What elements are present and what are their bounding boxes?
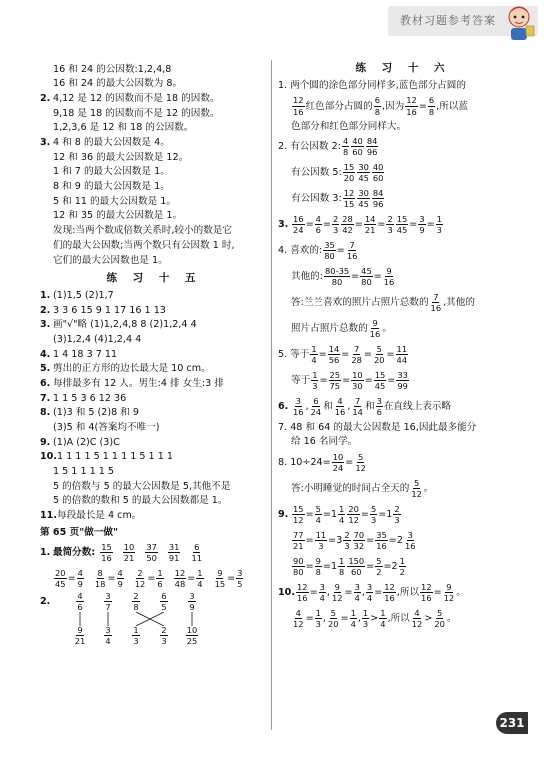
p65-q1-row: 1. 最简分数: $\frac{15}{16}$ $\frac{10}{21}$ $\frac{37}{50}$ $\frac{31}{91}$ $\frac{6}{11}$ (40, 542, 203, 564)
fraction: $\frac{9}{12}$ (331, 581, 343, 603)
text: = (388, 534, 397, 546)
r4-answer-2 (278, 316, 528, 342)
fraction: $\frac{25}{75}$ (329, 370, 341, 392)
fraction: $\frac{5}{2}$ (376, 555, 382, 577)
text-line: 4 和 8 的最大公因数是 4。 (53, 137, 170, 149)
r1-line-end: 色部分和红色部分同样大。 (291, 120, 407, 132)
fraction: 40 60 (372, 162, 384, 184)
fraction: $\frac{9}{8}$ (315, 555, 321, 577)
text: 1 1 1 1 5 1 1 1 1 5 1 1 1 (57, 451, 173, 463)
text: 9. (278, 508, 289, 520)
text: = (374, 586, 383, 598)
text: = (433, 586, 442, 598)
fraction: $\frac{10}{24}$ (332, 451, 344, 473)
fraction: 84 96 (366, 136, 378, 158)
fraction: $\frac{16}{24}$ (293, 214, 304, 236)
text: 有公因数 5: (291, 167, 342, 179)
fraction: $\frac{14}{56}$ (328, 344, 340, 366)
text: = (318, 349, 327, 361)
exercise-line (40, 303, 268, 318)
text: , (326, 586, 330, 598)
fraction: 4 12 (411, 607, 423, 629)
fraction: 2 3 (161, 624, 167, 647)
text: (1)3 和 5 (2)8 和 9 (53, 407, 140, 419)
text: 照片占照片总数的 (291, 323, 368, 335)
text: (1)1,5 (2)1,7 (53, 289, 114, 301)
r1-fraction-line (278, 93, 528, 119)
text: 5. (40, 363, 51, 375)
text: = (366, 560, 375, 572)
r6-row (278, 394, 528, 420)
text: , (361, 586, 365, 598)
text: 和 (364, 401, 375, 413)
exercise-line (40, 347, 268, 362)
fraction: 3 4 (105, 624, 111, 647)
text: 6. (278, 401, 289, 413)
text: 1 (330, 560, 338, 572)
r8-answer (278, 475, 528, 501)
text: = (227, 573, 236, 585)
fraction: 5 12 (411, 477, 422, 499)
fraction: 12 16 (293, 95, 304, 117)
q-number: 2. (40, 92, 51, 104)
text: 11. (40, 510, 57, 522)
text: 8. (40, 407, 51, 419)
text: 2 (391, 560, 398, 572)
fraction: $\frac{5}{4}$ (315, 503, 321, 525)
column-divider (271, 60, 272, 730)
text: 。 (456, 586, 466, 598)
fraction: 10 25 (186, 624, 198, 647)
text-line: 12 和 35 的最大公因数是 1。 (53, 210, 183, 222)
fraction: 1 8 (339, 555, 345, 577)
fraction: $\frac{28}{42}$ (342, 214, 353, 236)
fraction: $\frac{4}{9}$ (117, 568, 123, 590)
fraction: $\frac{20}{45}$ (55, 568, 66, 590)
text: , (305, 401, 309, 413)
fraction: $\frac{15}{45}$ (374, 370, 386, 392)
p65-q2: 2. 4 6 3 7 2 8 6 5 3 9 9 21 3 4 1 3 2 3 10 25 (40, 592, 268, 646)
exercise-line (40, 420, 268, 435)
fraction: 6 8 (374, 95, 380, 117)
fraction: $\frac{1}{4}$ (197, 568, 203, 590)
fraction: 2 3 (344, 529, 350, 551)
fraction: 4 6 (77, 590, 83, 613)
r4-row-a (278, 238, 528, 264)
fraction: 7 16 (430, 292, 442, 314)
text: = (322, 508, 331, 520)
text: = (342, 375, 351, 387)
fraction: $\frac{4}{6}$ (315, 214, 321, 236)
fraction: $\frac{15}{12}$ (293, 503, 304, 525)
fraction: $\frac{1}{4}$ (350, 607, 356, 629)
fraction: $\frac{77}{21}$ (293, 529, 304, 551)
mascot-icon (502, 2, 536, 42)
exercise-line (40, 332, 268, 347)
text: ,所以 (387, 612, 410, 624)
text: 1 (386, 508, 393, 520)
text: (3)1,2,4 (4)1,2,4 4 (53, 333, 142, 345)
fraction: $\frac{9}{16}$ (383, 266, 395, 288)
fraction: $\frac{11}{3}$ (315, 529, 327, 551)
fraction: 1 2 (399, 555, 405, 577)
text-line: 12 和 36 的最大公因数是 12。 (53, 151, 189, 163)
fraction: $\frac{35}{80}$ (324, 240, 335, 262)
fraction: $\frac{10}{30}$ (352, 370, 363, 392)
text-line: 发现:当两个数成倍数关系时,较小的数是它 (53, 225, 232, 237)
fraction: $\frac{37}{50}$ (146, 542, 157, 564)
fraction: $\frac{12}{16}$ (421, 581, 432, 603)
text: 4. (40, 348, 51, 360)
text: = (354, 219, 363, 231)
text-line: 4,12 是 12 的因数而不是 18 的因数。 (53, 92, 220, 104)
text: 在直线上表示略 (383, 401, 451, 413)
text: = (360, 508, 369, 520)
fraction: $\frac{3}{9}$ (419, 214, 425, 236)
text: = (345, 456, 354, 468)
text: = (378, 508, 387, 520)
text: = (377, 219, 386, 231)
fraction: $\frac{1}{3}$ (436, 214, 442, 236)
fraction: $\frac{14}{21}$ (364, 214, 376, 236)
text: , (322, 612, 326, 624)
text: (1)A (2)C (3)C (53, 436, 120, 448)
r8-row (278, 449, 528, 475)
text: = (364, 375, 373, 387)
fraction: 2 3 (394, 503, 400, 525)
fraction: $\frac{2}{3}$ (332, 214, 339, 236)
page-number: 231 (496, 712, 528, 734)
fraction: 3 9 (189, 590, 195, 613)
text: 7. (40, 392, 51, 404)
text: 6. (40, 377, 51, 389)
fraction: 12 15 (343, 188, 355, 210)
text: 等于 (291, 375, 311, 387)
p65-title: 第 65 页"做一做" (40, 526, 118, 538)
fraction: 4 8 (342, 136, 349, 158)
matching-lines (66, 612, 206, 626)
text: = (366, 534, 375, 546)
fraction: $\frac{150}{60}$ (348, 555, 365, 577)
text: = (107, 573, 116, 585)
exercise-line (40, 494, 268, 509)
fraction: $\frac{3}{4}$ (354, 581, 360, 603)
text: = (373, 271, 382, 283)
r1-line: 1. 两个圆的涂色部分同样多,蓝色部分占圆的 (278, 80, 466, 92)
text: 5 的倍数与 5 的最大公因数是 5,其他不是 (53, 480, 231, 492)
fraction: $\frac{70}{32}$ (353, 529, 365, 551)
q3-line (40, 135, 268, 150)
text-line: 它们的最大公因数也是 1。 (53, 254, 168, 266)
fraction: 84 96 (372, 188, 384, 210)
text: = (418, 100, 427, 112)
fraction: $\frac{1}{3}$ (312, 370, 318, 392)
text: = (344, 586, 353, 598)
fraction: $\frac{1}{3}$ (315, 607, 321, 629)
r4-row-b (278, 264, 528, 290)
fraction: 9 21 (74, 624, 86, 647)
fraction: $\frac{2}{3}$ (387, 214, 393, 236)
text: 1 (330, 508, 338, 520)
text: = (305, 560, 314, 572)
fraction: $\frac{90}{80}$ (293, 555, 304, 577)
fraction: 6 5 (161, 590, 167, 613)
text: 剪出的正方形的边长最大是 10 cm。 (53, 363, 211, 375)
exercise-line (40, 509, 268, 524)
text-line: 16 和 24 的最大公因数为 8。 (53, 78, 183, 90)
text: 。 (423, 482, 434, 494)
exercise-line (40, 376, 268, 391)
fraction: $\frac{6}{11}$ (191, 542, 203, 564)
text: = (322, 560, 331, 572)
fraction: $\frac{6}{8}$ (428, 95, 435, 117)
text: 4. 喜欢的: (278, 245, 323, 257)
text: = (187, 573, 196, 585)
text: 1 5 1 1 1 1 5 (53, 466, 115, 478)
text: = (319, 375, 328, 387)
fraction: $\frac{5}{3}$ (370, 503, 377, 525)
text: 1 4 18 3 7 11 (53, 348, 118, 360)
text: 5 的倍数的数和 5 的最大公因数都是 1。 (53, 495, 228, 507)
text: 。 (446, 612, 457, 624)
text: = (147, 573, 156, 585)
fraction: $\frac{9}{12}$ (443, 581, 455, 603)
text: , (357, 612, 361, 624)
exercise-line (40, 391, 268, 406)
text: , (347, 401, 351, 413)
text: > (370, 612, 379, 624)
r2-row-a (278, 134, 528, 160)
text: = (409, 219, 418, 231)
fraction: $\frac{2}{12}$ (134, 568, 146, 590)
text: 3. (40, 319, 51, 331)
fraction: 7 14 (352, 396, 363, 418)
text: 。 (382, 323, 392, 335)
text-line: 1,2,3,6 是 12 和 18 的公因数。 (53, 122, 194, 134)
text: 画"√"略 (1)1,2,4,8 8 (2)1,2,4 4 (53, 319, 197, 331)
fraction: $\frac{3}{5}$ (237, 568, 243, 590)
fraction: 3 7 (105, 590, 111, 613)
fraction: 15 20 (343, 162, 355, 184)
text-line: 们的最大公因数;当两个数只有公因数 1 时, (53, 239, 235, 251)
text: = (336, 245, 345, 257)
q2-line (40, 91, 268, 106)
text: 10. (40, 451, 57, 463)
page-header (0, 0, 544, 48)
fraction: $\frac{3}{4}$ (366, 581, 373, 603)
r4-answer-1 (278, 290, 528, 316)
fraction: $\frac{12}{16}$ (406, 95, 417, 117)
fraction: 4 16 (334, 396, 346, 418)
fraction: 1 4 (339, 503, 345, 525)
fraction: $\frac{1}{6}$ (157, 568, 163, 590)
text: = (387, 375, 396, 387)
fraction: 1 3 (133, 624, 139, 647)
fraction: $\frac{12}{48}$ (174, 568, 186, 590)
text-line: 1 和 7 的最大公因数是 1。 (53, 166, 170, 178)
r10-row-a (278, 579, 528, 605)
text: 3. (278, 219, 289, 231)
fraction: 3 16 (404, 529, 416, 551)
fraction: $\frac{9}{15}$ (214, 568, 226, 590)
text: 其他的: (291, 271, 324, 283)
text: ,所以蓝 (436, 100, 468, 112)
fraction: $\frac{15}{45}$ (396, 214, 408, 236)
text: = (363, 349, 372, 361)
text: 答:小明睡觉的时间占全天的 (291, 482, 410, 494)
fraction: 9 16 (369, 318, 381, 340)
text: = (309, 586, 318, 598)
text: 8. 10÷24= (278, 456, 331, 468)
r2-row-b (278, 160, 528, 186)
text: > (424, 612, 433, 624)
text: (3)5 和 4(答案均不唯一) (53, 422, 160, 433)
fraction: 3 16 (293, 396, 304, 418)
fraction: $\frac{8}{18}$ (94, 568, 106, 590)
fraction: 3 6 (376, 396, 382, 418)
fraction: $\frac{20}{12}$ (348, 503, 359, 525)
text: 和 (323, 401, 333, 413)
fraction: $\frac{1}{4}$ (311, 344, 317, 366)
text: = (383, 560, 392, 572)
exercise-line (40, 362, 268, 377)
fraction: 30 45 (358, 162, 369, 184)
text: 红色部分占圆的 (305, 100, 373, 112)
text: = (305, 534, 314, 546)
fraction: $\frac{10}{21}$ (123, 542, 135, 564)
text: = (67, 573, 76, 585)
fraction: $\frac{4}{9}$ (77, 568, 83, 590)
text: 3 3 6 15 9 1 17 16 1 13 (53, 304, 166, 316)
fraction: $\frac{31}{91}$ (168, 542, 180, 564)
r5-row-a (278, 342, 528, 368)
text: 有公因数 3: (291, 193, 342, 205)
r9-row-a (278, 501, 528, 527)
section-title-16: 练 习 十 六 (355, 62, 451, 74)
fraction: $\frac{33}{99}$ (397, 370, 408, 392)
r10-row-b (278, 605, 528, 631)
fraction: 2 8 (133, 590, 139, 613)
exercise-line (40, 288, 268, 303)
fraction: 1 4 (380, 607, 386, 629)
fraction: $\frac{80-35}{80}$ (325, 266, 350, 288)
exercise-line (40, 479, 268, 494)
text: = (322, 219, 331, 231)
fraction: 40 60 (352, 136, 363, 158)
text: 2 (396, 534, 403, 546)
right-column (278, 62, 528, 631)
text: = (305, 612, 314, 624)
text: 10. (278, 586, 295, 598)
text: = (328, 534, 337, 546)
r9-row-c (278, 553, 528, 579)
left-column (40, 62, 268, 646)
text: ,因为 (382, 100, 405, 112)
p65-q1-equations (40, 566, 268, 592)
exercise-15-list (40, 288, 268, 523)
text: = (305, 508, 314, 520)
text: = (351, 271, 360, 283)
text: = (426, 219, 435, 231)
text: 2. 有公因数 2: (278, 141, 341, 153)
exercise-line (40, 464, 268, 479)
fraction: $\frac{12}{16}$ (384, 581, 395, 603)
text: 答:兰兰喜欢的照片占照片总数的 (291, 297, 429, 309)
r5-row-b (278, 368, 528, 394)
text: = (386, 349, 395, 361)
text: 1. (40, 289, 51, 301)
text-line: 9,18 是 18 的因数而不是 12 的因数。 (53, 107, 220, 119)
header-badge-text: 教材习题参考答案 (400, 14, 496, 28)
fraction: $\frac{35}{16}$ (376, 529, 387, 551)
exercise-line (40, 318, 268, 333)
fraction: $\frac{7}{28}$ (351, 344, 362, 366)
fraction: 5 20 (434, 607, 445, 629)
exercise-line (40, 450, 268, 465)
text-line: 5 和 11 的最大公因数是 1。 (53, 195, 176, 207)
text: 2. (40, 304, 51, 316)
fraction: $\frac{7}{16}$ (346, 240, 358, 262)
fraction: 6 24 (310, 396, 322, 418)
fraction: $\frac{5}{20}$ (327, 607, 339, 629)
text: 5. 等于 (278, 349, 310, 361)
fraction: $\frac{3}{4}$ (319, 581, 325, 603)
text-line: 16 和 24 的公因数:1,2,4,8 (53, 63, 172, 75)
fraction: $\frac{5}{20}$ (373, 344, 385, 366)
q-number: 3. (40, 137, 51, 149)
r7-line-end: 给 16 名同学。 (291, 436, 358, 448)
fraction: $\frac{11}{44}$ (396, 344, 408, 366)
fraction: 30 45 (358, 188, 369, 210)
text: = (341, 349, 350, 361)
p65-q1-label: 最简分数: (53, 547, 96, 559)
text: 9. (40, 436, 51, 448)
text: ,所以 (396, 586, 420, 598)
fraction: $\frac{4}{12}$ (293, 607, 304, 629)
text: 每排最多有 12 人。男生:4 排 女生:3 排 (53, 377, 224, 389)
r3-row (278, 212, 528, 238)
exercise-line (40, 435, 268, 450)
fraction: $\frac{5}{12}$ (355, 451, 366, 473)
section-title-15: 练 习 十 五 (106, 271, 202, 284)
exercise-line (40, 406, 268, 421)
text: = (305, 219, 314, 231)
text: ,其他的 (443, 297, 475, 309)
text: 3 (336, 534, 343, 546)
fraction: 1 3 (362, 607, 369, 629)
text-line: 8 和 9 的最大公因数是 1。 (53, 181, 170, 193)
fraction: $\frac{15}{16}$ (101, 542, 112, 564)
text: 1 1 5 3 6 12 36 (53, 392, 127, 404)
text: = (340, 612, 349, 624)
r9-row-b (278, 527, 528, 553)
r2-row-c (278, 186, 528, 212)
fraction: $\frac{45}{80}$ (361, 266, 372, 288)
text: 每段最长是 4 cm。 (57, 510, 142, 522)
fraction: $\frac{12}{16}$ (297, 581, 308, 603)
r7-line: 7. 48 和 64 的最大公因数是 16,因此最多能分 (278, 421, 477, 433)
